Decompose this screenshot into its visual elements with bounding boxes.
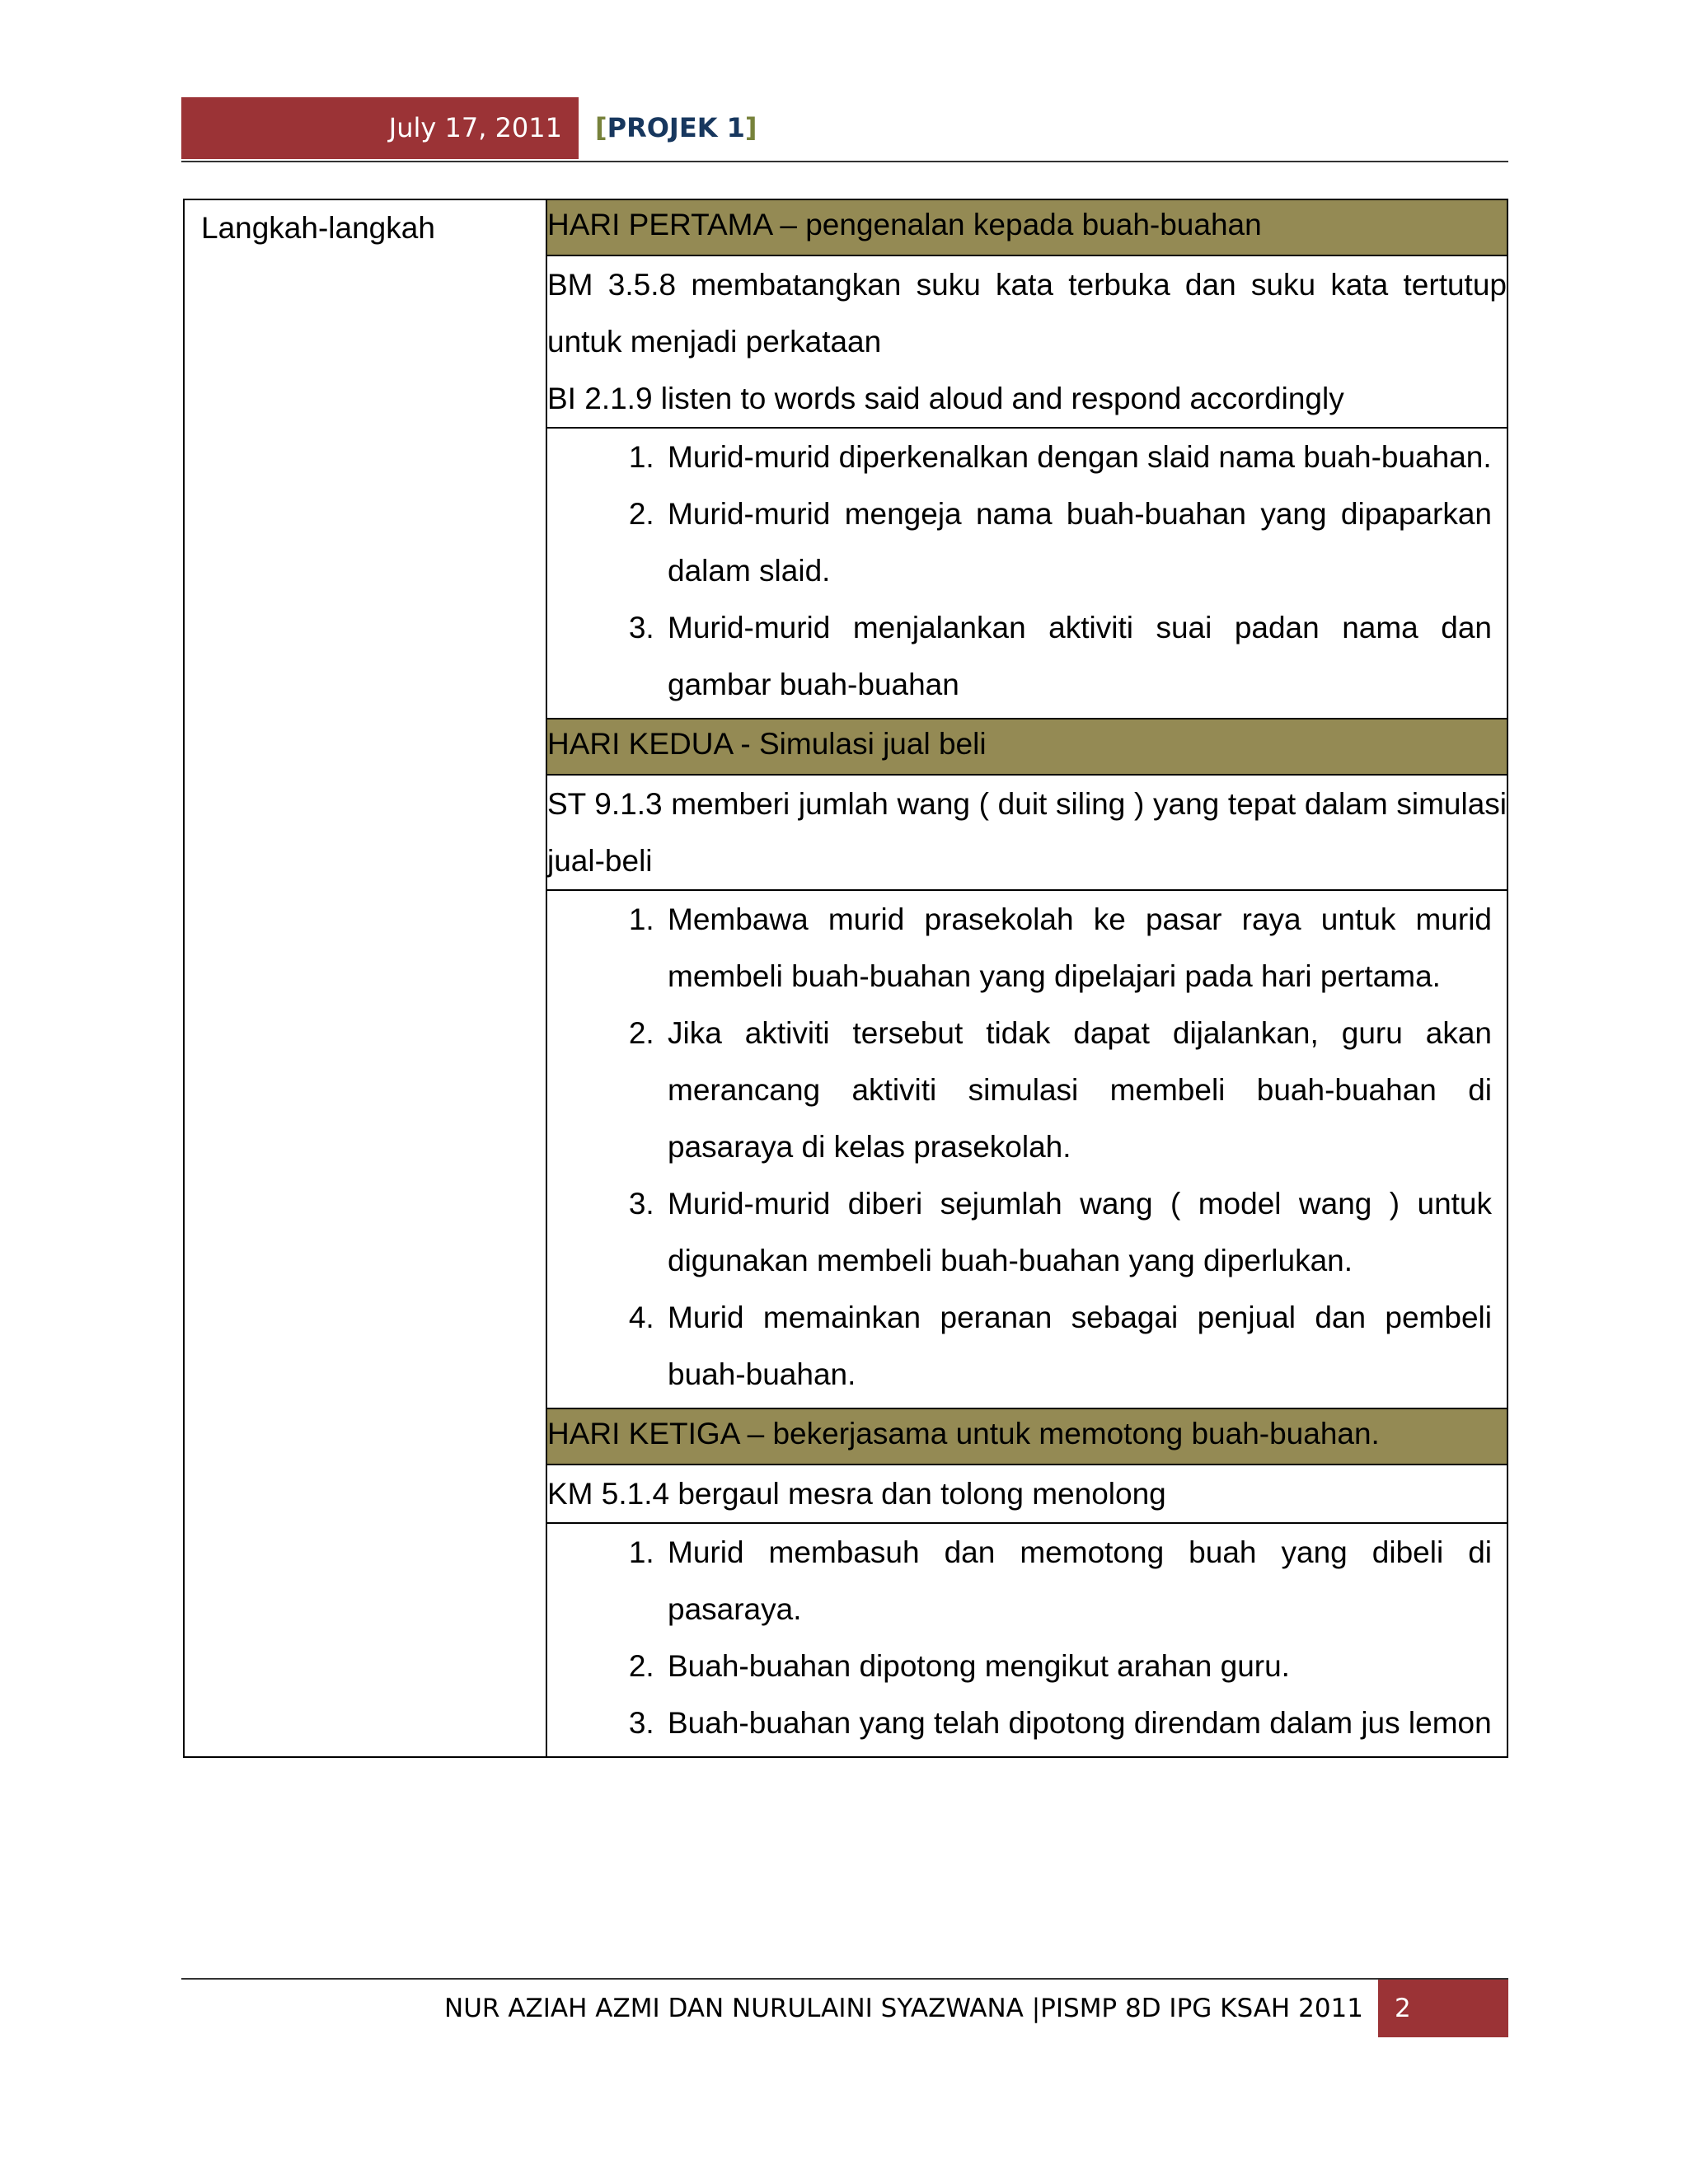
step-item: 1. Murid-murid diperkenalkan dengan slaid nama buah-buahan. [663,429,1492,485]
standard-item: KM 5.1.4 bergaul mesra dan tolong menolong [547,1477,1166,1511]
step-item: 3. Buah-buahan yang telah dipotong direndam dalam jus lemon [663,1694,1492,1751]
day-1-standards [546,255,1507,428]
step-item: 3. Murid-murid menjalankan aktiviti suai padan nama dan gambar buah-buahan [663,599,1492,713]
table-row [184,199,1507,255]
step-item: 4. Murid memainkan peranan sebagai penjual dan pembeli buah-buahan. [663,1289,1492,1403]
day-3-header: HARI KETIGA – bekerjasama untuk memotong buah-buahan. [546,1408,1507,1465]
step-item: 2. Jika aktiviti tersebut tidak dapat dijalankan, guru akan merancang aktiviti simulasi membeli buah-buahan di pasaraya di kelas prasekolah. [663,1005,1492,1175]
step-item: 2. Murid-murid mengeja nama buah-buahan yang dipaparkan dalam slaid. [663,485,1492,599]
lesson-steps-table [183,199,1508,1758]
page-footer [181,1978,1508,2037]
day-3-standards [546,1465,1507,1523]
day-2-header: HARI KEDUA - Simulasi jual beli [546,719,1507,775]
step-item: 3. Murid-murid diberi sejumlah wang ( model wang ) untuk digunakan membeli buah-buahan yang diperlukan. [663,1175,1492,1289]
day-2-steps-cell [546,890,1507,1408]
day-3-steps [547,1524,1507,1756]
header-bracket-close: ] [744,112,757,143]
day-3-steps-cell [546,1523,1507,1757]
header-date: July 17, 2011 [181,97,579,159]
standard-item: ST 9.1.3 memberi jumlah wang ( duit siling ) yang tepat dalam simulasi jual-beli [547,787,1507,878]
day-1-steps-cell [546,428,1507,719]
left-label-cell [184,199,546,1757]
header-bracket-open: [ [595,112,607,143]
standard-item: BM 3.5.8 membatangkan suku kata terbuka dan suku kata tertutup untuk menjadi perkataan [547,268,1507,359]
page-header [181,97,1508,162]
footer-text: NUR AZIAH AZMI DAN NURULAINI SYAZWANA |PISMP 8D IPG KSAH 2011 [444,1994,1363,2023]
header-title-text: PROJEK 1 [607,112,745,143]
day-2-standards [546,775,1507,890]
day-1-steps [547,429,1507,718]
page-number: 2 [1378,1980,1508,2037]
left-label: Langkah-langkah [201,211,435,245]
step-item: 1. Membawa murid prasekolah ke pasar raya untuk murid membeli buah-buahan yang dipelajari pada hari pertama. [663,891,1492,1005]
standard-item: BI 2.1.9 listen to words said aloud and respond accordingly [547,382,1344,415]
day-1-header: HARI PERTAMA – pengenalan kepada buah-buahan [546,199,1507,255]
step-item: 2. Buah-buahan dipotong mengikut arahan guru. [663,1638,1492,1694]
header-title [595,97,757,159]
day-2-steps [547,891,1507,1408]
step-item: 1. Murid membasuh dan memotong buah yang dibeli di pasaraya. [663,1524,1492,1638]
